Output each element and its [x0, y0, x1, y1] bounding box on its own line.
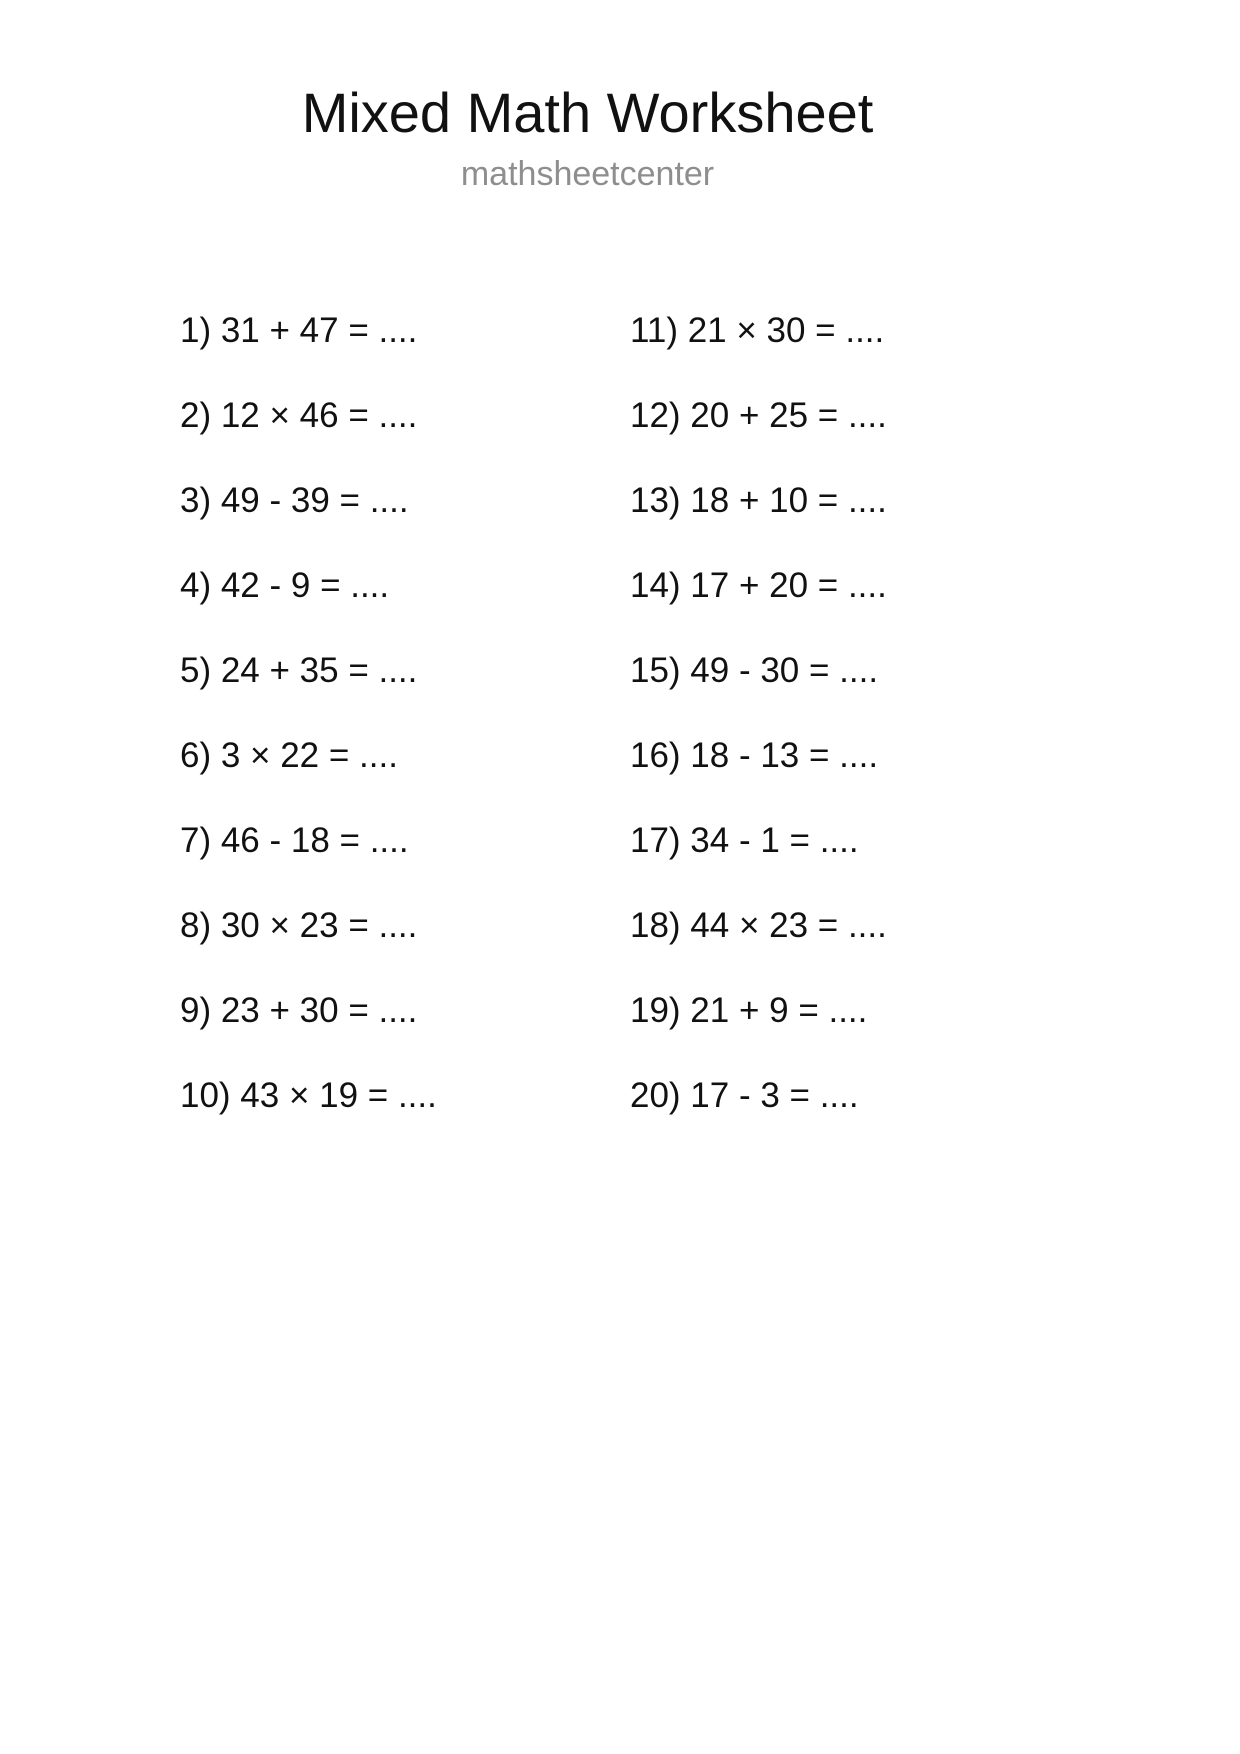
problem-item-19: 19) 21 + 9 = ....: [630, 990, 868, 1030]
problem-item-5: 5) 24 + 35 = ....: [180, 650, 418, 690]
problem-item-4: 4) 42 - 9 = ....: [180, 565, 390, 605]
problem-item-20: 20) 17 - 3 = ....: [630, 1075, 859, 1115]
problem-item-15: 15) 49 - 30 = ....: [630, 650, 879, 690]
problem-item-13: 13) 18 + 10 = ....: [630, 480, 887, 520]
problems-column-left: [180, 288, 630, 1138]
problem-item-3: 3) 49 - 39 = ....: [180, 480, 409, 520]
problem-item-10: 10) 43 × 19 = ....: [180, 1075, 437, 1115]
problem-list: [180, 288, 1240, 1138]
problem-item-16: 16) 18 - 13 = ....: [630, 735, 879, 775]
problem-item-18: 18) 44 × 23 = ....: [630, 905, 887, 945]
problem-item-12: 12) 20 + 25 = ....: [630, 395, 887, 435]
problems-column-right: [630, 288, 1090, 1138]
problem-item-1: 1) 31 + 47 = ....: [180, 310, 418, 350]
problem-item-14: 14) 17 + 20 = ....: [630, 565, 887, 605]
problem-item-8: 8) 30 × 23 = ....: [180, 905, 418, 945]
worksheet-header: [0, 0, 1240, 193]
problem-item-2: 2) 12 × 46 = ....: [180, 395, 418, 435]
problem-item-9: 9) 23 + 30 = ....: [180, 990, 418, 1030]
problem-item-11: 11) 21 × 30 = ....: [630, 310, 885, 350]
problem-item-7: 7) 46 - 18 = ....: [180, 820, 409, 860]
page-subtitle: mathsheetcenter: [460, 154, 715, 193]
problem-item-17: 17) 34 - 1 = ....: [630, 820, 859, 860]
page-title: Mixed Math Worksheet: [301, 81, 874, 144]
problem-item-6: 6) 3 × 22 = ....: [180, 735, 398, 775]
